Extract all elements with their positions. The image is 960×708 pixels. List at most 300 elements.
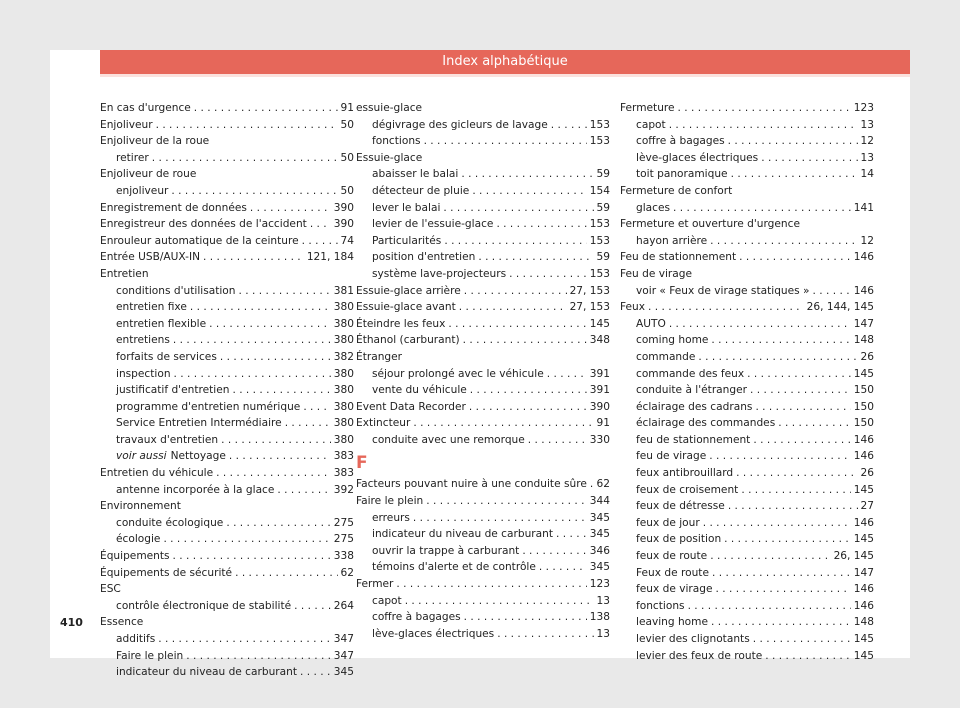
entry-term: levier de l'essuie-glace <box>372 218 494 231</box>
index-subentry <box>620 415 874 432</box>
entry-term: fonctions <box>372 135 421 148</box>
index-entry <box>620 183 874 200</box>
dot-leader <box>173 548 331 565</box>
entry-page-ref[interactable]: 148 <box>853 334 874 347</box>
dot-leader <box>778 415 851 432</box>
entry-term: feux de détresse <box>636 500 725 513</box>
index-entry <box>100 465 354 482</box>
entry-page-ref[interactable]: 145 <box>853 633 874 645</box>
entry-term: Enjoliveur de roue <box>100 168 197 181</box>
entry-page-ref[interactable]: 390 <box>333 201 354 214</box>
entry-term: commande <box>636 350 696 363</box>
dot-leader <box>678 100 851 117</box>
entry-term: feux de croisement <box>636 483 739 496</box>
index-entry <box>356 332 610 349</box>
index-subentry <box>356 183 610 200</box>
entry-page-ref[interactable]: 153 <box>589 135 610 148</box>
entry-term: travaux d'entretien <box>116 433 219 446</box>
entry-page-ref[interactable]: 345 <box>589 528 610 541</box>
dot-leader <box>463 332 587 349</box>
entry-page-ref[interactable]: 145 <box>589 317 610 330</box>
entry-page-ref[interactable]: 62 <box>596 478 610 491</box>
entry-term: Feu de virage <box>620 267 693 280</box>
entry-term: capot <box>636 118 666 131</box>
entry-page-ref[interactable]: 146 <box>853 583 874 596</box>
index-subentry <box>620 366 874 383</box>
entry-page-ref[interactable]: 13 <box>860 151 874 164</box>
dot-leader <box>496 216 586 233</box>
entry-page-ref[interactable]: 275 <box>333 516 354 529</box>
index-entry <box>100 133 354 150</box>
index-subentry <box>100 432 354 449</box>
entry-page-ref[interactable]: 391 <box>589 367 610 380</box>
entry-page-ref[interactable]: 26 <box>860 350 874 363</box>
dot-leader <box>755 399 850 416</box>
index-entry <box>356 493 610 510</box>
entry-page-ref[interactable]: 121, 184 <box>306 251 354 264</box>
entry-term: lève-glaces électriques <box>372 627 495 640</box>
dot-leader <box>761 150 857 167</box>
dot-leader <box>413 415 593 432</box>
entry-term: justificatif d'entretien <box>116 384 230 397</box>
dot-leader <box>464 283 567 300</box>
dot-leader <box>405 593 594 610</box>
index-entry <box>620 299 874 316</box>
entry-term: feux de position <box>636 533 722 546</box>
entry-page-ref[interactable]: 264 <box>333 599 354 612</box>
entry-term: détecteur de pluie <box>372 184 470 197</box>
entry-page-ref[interactable]: 91 <box>340 102 354 114</box>
entry-term: indicateur du niveau de carburant <box>116 666 298 679</box>
index-entry <box>356 399 610 416</box>
entry-term: Fermer <box>356 578 394 591</box>
dot-leader <box>731 166 858 183</box>
entry-term: enjoliveur <box>116 184 169 197</box>
entry-term: éclairage des cadrans <box>636 400 753 413</box>
entry-page-ref[interactable]: 50 <box>340 118 354 131</box>
entry-page-ref[interactable]: 123 <box>589 578 610 591</box>
dot-leader <box>765 648 851 665</box>
index-entry <box>620 216 874 233</box>
index-entry <box>356 299 610 316</box>
index-letter-heading: F <box>356 453 368 474</box>
entry-page-ref[interactable]: 153 <box>589 218 610 231</box>
entry-term: Essuie-glace avant <box>356 301 456 314</box>
dot-leader <box>547 366 587 383</box>
dot-leader <box>522 543 586 560</box>
entry-term: essuie-glace <box>356 102 423 114</box>
entry-term: vente du véhicule <box>372 384 467 397</box>
dot-leader <box>220 349 331 366</box>
index-subentry <box>356 166 610 183</box>
entry-page-ref[interactable]: 146 <box>853 516 874 529</box>
entry-term: abaisser le balai <box>372 168 459 181</box>
index-subentry <box>620 515 874 532</box>
index-subentry <box>100 150 354 167</box>
index-entry <box>100 100 354 117</box>
entry-term: séjour prolongé avec le véhicule <box>372 367 544 380</box>
entry-page-ref[interactable]: 391 <box>589 384 610 397</box>
dot-leader <box>173 332 331 349</box>
index-subentry <box>356 510 610 527</box>
entry-term: Particularités <box>372 234 442 247</box>
entry-term: coffre à bagages <box>372 611 461 624</box>
index-subentry <box>356 133 610 150</box>
entry-page-ref[interactable]: 12 <box>860 234 874 247</box>
index-entry <box>100 233 354 250</box>
entry-term: écologie <box>116 533 161 546</box>
entry-page-ref[interactable]: 380 <box>333 384 354 397</box>
dot-leader <box>250 200 331 217</box>
entry-page-ref[interactable]: 27, 153 <box>569 284 610 297</box>
dot-leader <box>302 233 338 250</box>
entry-term: Enregistrement de données <box>100 201 247 214</box>
dot-leader <box>443 200 593 217</box>
dot-leader <box>424 133 587 150</box>
index-subentry <box>356 543 610 560</box>
index-entry <box>356 415 610 432</box>
entry-page-ref[interactable]: 146 <box>853 284 874 297</box>
index-subentry <box>620 133 874 150</box>
index-subentry <box>100 283 354 300</box>
entry-page-ref[interactable]: 13 <box>596 594 610 607</box>
dot-leader <box>669 117 858 134</box>
entry-term: Feux <box>620 301 646 314</box>
entry-page-ref[interactable]: 13 <box>860 118 874 131</box>
entry-term: feux de virage <box>636 583 713 596</box>
index-entry <box>356 349 610 366</box>
entry-page-ref[interactable]: 392 <box>333 483 354 496</box>
entry-term: erreurs <box>372 511 410 524</box>
index-subentry <box>620 233 874 250</box>
entry-page-ref[interactable]: 145 <box>853 533 874 546</box>
entry-page-ref[interactable]: 381 <box>333 284 354 297</box>
entry-page-ref[interactable]: 150 <box>853 400 874 413</box>
entry-term: Essence <box>100 616 144 629</box>
index-entry <box>356 476 610 493</box>
entry-term: feux antibrouillard <box>636 467 734 480</box>
entry-page-ref[interactable]: 346 <box>589 544 610 557</box>
entry-term: Équipements <box>100 550 170 563</box>
index-entry <box>356 100 610 117</box>
entry-term: conditions d'utilisation <box>116 284 236 297</box>
index-entry <box>100 216 354 233</box>
index-subentry <box>356 216 610 233</box>
index-subentry <box>100 366 354 383</box>
index-entry <box>100 200 354 217</box>
index-subentry <box>356 266 610 283</box>
entry-page-ref[interactable]: 153 <box>589 267 610 280</box>
entry-page-ref[interactable]: 74 <box>340 234 354 247</box>
entry-term: Event Data Recorder <box>356 400 466 413</box>
dot-leader <box>673 200 851 217</box>
entry-term: dégivrage des gicleurs de lavage <box>372 118 548 131</box>
dot-leader <box>528 432 587 449</box>
entry-term: entretien flexible <box>116 317 207 330</box>
entry-term: position d'entretien <box>372 251 476 264</box>
section-title: Index alphabétique <box>442 54 568 69</box>
entry-term: Enrouleur automatique de la ceinture <box>100 234 299 247</box>
index-subentry <box>620 349 874 366</box>
entry-page-ref[interactable]: 147 <box>853 566 874 579</box>
entry-page-ref[interactable]: 148 <box>853 616 874 629</box>
entry-page-ref[interactable]: 145 <box>853 367 874 380</box>
index-subentry <box>620 648 874 665</box>
index-subentry <box>100 531 354 548</box>
entry-page-ref[interactable]: 150 <box>853 384 874 397</box>
entry-page-ref[interactable]: 12 <box>860 135 874 148</box>
entry-term: feu de virage <box>636 450 707 463</box>
page-number: 410 <box>60 616 83 629</box>
index-entry <box>100 166 354 183</box>
entry-page-ref[interactable]: 13 <box>596 627 610 640</box>
entry-term: inspection <box>116 367 171 380</box>
entry-term: programme d'entretien numérique <box>116 400 301 413</box>
index-subentry <box>100 664 354 681</box>
index-subentry <box>100 332 354 349</box>
entry-term: Environnement <box>100 500 181 513</box>
index-subentry <box>620 482 874 499</box>
entry-term: Faire le plein <box>116 649 184 662</box>
entry-term: contrôle électronique de stabilité <box>116 599 292 612</box>
dot-leader <box>174 366 331 383</box>
index-subentry <box>356 526 610 543</box>
dot-leader <box>194 100 338 117</box>
entry-page-ref[interactable]: 383 <box>333 450 354 463</box>
index-subentry <box>620 316 874 333</box>
entry-page-ref[interactable]: 154 <box>589 184 610 197</box>
dot-leader <box>710 548 830 565</box>
entry-term: lever le balai <box>372 201 441 214</box>
dot-leader <box>190 299 331 316</box>
entry-term: indicateur du niveau de carburant <box>372 528 554 541</box>
entry-term: Entrée USB/AUX-IN <box>100 251 201 264</box>
entry-term: antenne incorporée à la glace <box>116 483 275 496</box>
dot-leader <box>753 432 850 449</box>
entry-page-ref[interactable]: 62 <box>340 566 354 579</box>
entry-page-ref[interactable]: 275 <box>333 533 354 546</box>
dot-leader <box>710 233 857 250</box>
dot-leader <box>741 482 850 499</box>
index-entry <box>100 249 354 266</box>
index-subentry <box>100 598 354 615</box>
index-column-3 <box>620 100 874 664</box>
dot-leader <box>509 266 587 283</box>
entry-page-ref[interactable]: 59 <box>596 168 610 181</box>
dot-leader <box>413 510 587 527</box>
entry-page-ref[interactable]: 26, 144, 145 <box>806 301 874 314</box>
entry-page-ref[interactable]: 50 <box>340 184 354 197</box>
entry-page-ref[interactable]: 146 <box>853 433 874 446</box>
index-subentry <box>620 448 874 465</box>
entry-page-ref[interactable]: 345 <box>589 511 610 524</box>
dot-leader <box>229 448 331 465</box>
index-subentry <box>620 565 874 582</box>
index-subentry <box>100 448 354 465</box>
dot-leader <box>709 448 851 465</box>
dot-leader <box>669 316 851 333</box>
entry-page-ref[interactable]: 14 <box>860 168 874 181</box>
index-entry <box>100 266 354 283</box>
index-entry <box>356 576 610 593</box>
entry-term: Enjoliveur <box>100 118 153 131</box>
entry-page-ref[interactable]: 153 <box>589 234 610 247</box>
entry-term: conduite avec une remorque <box>372 433 525 446</box>
dot-leader <box>235 565 337 582</box>
dot-leader <box>186 648 331 665</box>
index-entry <box>100 614 354 631</box>
entry-page-ref[interactable]: 27, 153 <box>569 301 610 314</box>
entry-term: levier des clignotants <box>636 633 750 645</box>
entry-term: leaving home <box>636 616 709 629</box>
entry-page-ref[interactable]: 146 <box>853 599 874 612</box>
dot-leader <box>750 382 851 399</box>
entry-term: conduite à l'étranger <box>636 384 747 397</box>
entry-term: entretiens <box>116 334 170 347</box>
index-subentry <box>356 117 610 134</box>
index-subentry <box>620 283 874 300</box>
entry-page-ref[interactable]: 153 <box>589 118 610 131</box>
index-subentry <box>620 332 874 349</box>
entry-page-ref[interactable]: 390 <box>333 218 354 231</box>
index-subentry <box>100 382 354 399</box>
dot-leader <box>300 664 331 681</box>
entry-term: hayon arrière <box>636 234 708 247</box>
entry-page-ref[interactable]: 348 <box>589 334 610 347</box>
entry-page-ref[interactable]: 146 <box>853 450 874 463</box>
entry-page-ref[interactable]: 380 <box>333 433 354 446</box>
entry-page-ref[interactable]: 380 <box>333 367 354 380</box>
entry-page-ref[interactable]: 27 <box>860 500 874 513</box>
entry-page-ref[interactable]: 138 <box>589 611 610 624</box>
dot-leader <box>728 498 858 515</box>
entry-page-ref[interactable]: 345 <box>589 561 610 574</box>
index-subentry <box>620 631 874 648</box>
index-entry <box>356 316 610 333</box>
dot-leader <box>310 216 331 233</box>
entry-term: Entretien <box>100 267 149 280</box>
index-subentry <box>100 299 354 316</box>
index-subentry <box>100 316 354 333</box>
dot-leader <box>448 316 586 333</box>
entry-page-ref[interactable]: 380 <box>333 317 354 330</box>
index-subentry <box>356 609 610 626</box>
entry-page-ref[interactable]: 380 <box>333 334 354 347</box>
index-entry <box>620 249 874 266</box>
entry-term: retirer <box>116 151 149 164</box>
index-subentry <box>100 415 354 432</box>
entry-term: glaces <box>636 201 671 214</box>
dot-leader <box>556 526 587 543</box>
index-subentry <box>100 183 354 200</box>
entry-term: coffre à bagages <box>636 135 725 148</box>
index-entry <box>100 581 354 598</box>
index-subentry <box>356 559 610 576</box>
entry-term: système lave-projecteurs <box>372 267 507 280</box>
entry-page-ref[interactable]: 141 <box>853 201 874 214</box>
entry-page-ref[interactable]: 150 <box>853 417 874 430</box>
entry-page-ref[interactable]: 26, 145 <box>833 550 874 563</box>
dot-leader <box>294 598 331 615</box>
entry-page-ref[interactable]: 145 <box>853 649 874 662</box>
dot-leader <box>156 117 338 134</box>
entry-page-ref[interactable]: 338 <box>333 550 354 563</box>
entry-page-ref[interactable]: 390 <box>589 400 610 413</box>
entry-page-ref[interactable]: 26 <box>860 467 874 480</box>
entry-page-ref[interactable]: 91 <box>596 417 610 430</box>
entry-page-ref[interactable]: 382 <box>333 350 354 363</box>
dot-leader <box>163 531 330 548</box>
index-subentry <box>620 200 874 217</box>
entry-term: feux de jour <box>636 516 700 529</box>
index-subentry <box>620 598 874 615</box>
entry-page-ref[interactable]: 50 <box>340 151 354 164</box>
entry-page-ref[interactable]: 347 <box>333 649 354 662</box>
dot-leader <box>464 609 587 626</box>
index-column-1 <box>100 100 354 681</box>
dot-leader <box>712 565 851 582</box>
index-entry <box>356 283 610 300</box>
index-subentry <box>620 581 874 598</box>
dot-leader <box>472 183 586 200</box>
entry-page-ref[interactable]: 345 <box>333 666 354 679</box>
entry-page-ref[interactable]: 123 <box>853 102 874 114</box>
entry-page-ref[interactable]: 380 <box>333 400 354 413</box>
index-entry <box>620 266 874 283</box>
entry-term: lève-glaces électriques <box>636 151 759 164</box>
index-entry <box>100 498 354 515</box>
index-subentry <box>100 349 354 366</box>
entry-page-ref[interactable]: 59 <box>596 201 610 214</box>
entry-term: additifs <box>116 633 156 645</box>
dot-leader <box>152 150 338 167</box>
dot-leader <box>444 233 586 250</box>
entry-term: Faire le plein <box>356 495 424 508</box>
entry-page-ref[interactable]: 147 <box>853 317 874 330</box>
entry-term: toit panoramique <box>636 168 728 181</box>
entry-page-ref[interactable]: 380 <box>333 417 354 430</box>
index-subentry <box>620 548 874 565</box>
dot-leader <box>711 332 850 349</box>
entry-term: éclairage des commandes <box>636 417 776 430</box>
entry-page-ref[interactable]: 146 <box>853 251 874 264</box>
entry-term: Étranger <box>356 350 403 363</box>
index-subentry <box>620 150 874 167</box>
entry-page-ref[interactable]: 344 <box>589 495 610 508</box>
dot-leader <box>226 515 330 532</box>
dot-leader <box>478 249 593 266</box>
entry-term: En cas d'urgence <box>100 102 191 114</box>
entry-page-ref[interactable]: 347 <box>333 633 354 645</box>
dot-leader <box>688 598 851 615</box>
entry-term: forfaits de services <box>116 350 217 363</box>
entry-term: Facteurs pouvant nuire à une conduite sûre <box>356 478 587 491</box>
entry-page-ref[interactable]: 59 <box>596 251 610 264</box>
entry-page-ref[interactable]: 145 <box>853 483 874 496</box>
entry-term: AUTO <box>636 317 666 330</box>
entry-term: feu de stationnement <box>636 433 751 446</box>
dot-leader <box>698 349 857 366</box>
dot-leader <box>711 614 851 631</box>
dot-leader <box>221 432 331 449</box>
entry-term: commande des feux <box>636 367 745 380</box>
index-subentry <box>100 631 354 648</box>
entry-page-ref[interactable]: 383 <box>333 467 354 480</box>
entry-page-ref[interactable]: 330 <box>589 433 610 446</box>
entry-page-ref[interactable]: 380 <box>333 301 354 314</box>
index-subentry <box>356 593 610 610</box>
dot-leader <box>209 316 331 333</box>
